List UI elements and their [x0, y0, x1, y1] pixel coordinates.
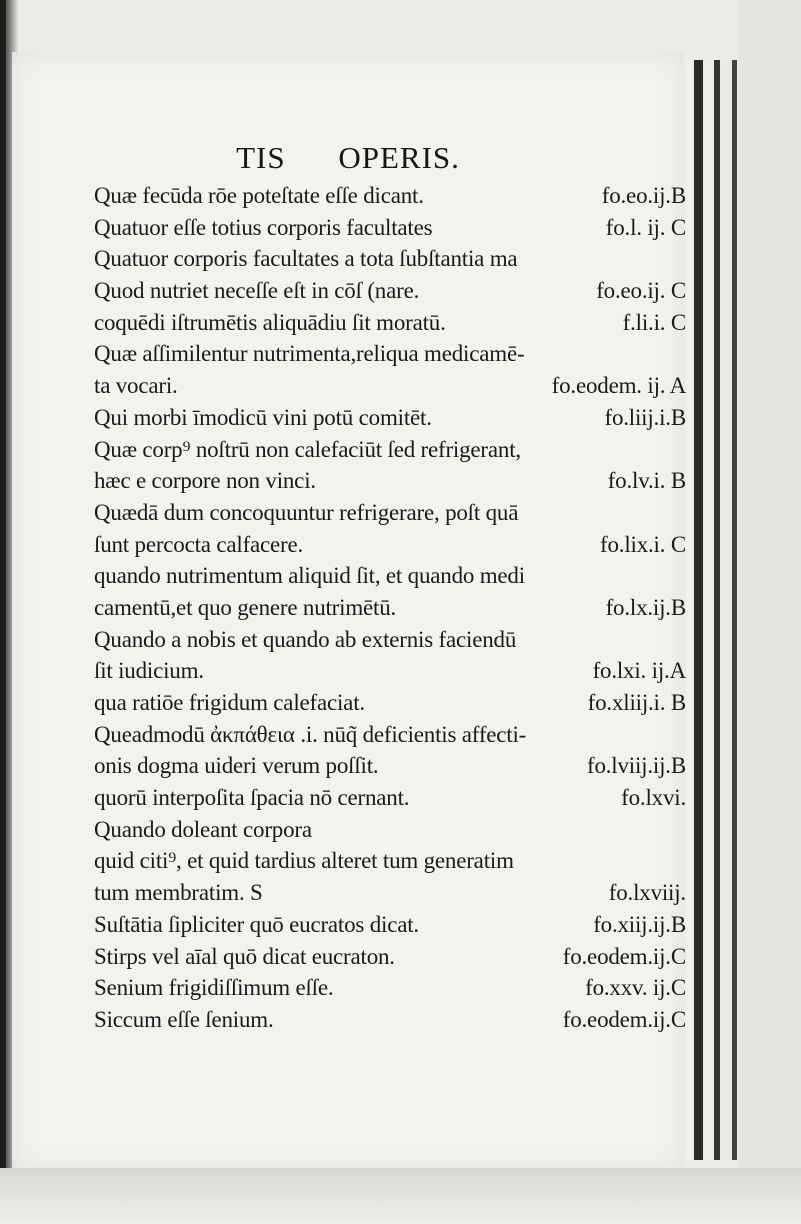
folio-reference: fo.lxvi.	[621, 785, 686, 811]
fore-edge-background	[739, 0, 801, 1224]
entry-text: Quæ fecūda rōe poteſtate eſſe dicant.	[94, 183, 424, 208]
folio-reference: fo.lviij.ij.B	[587, 753, 686, 779]
index-entry	[94, 529, 686, 561]
folio-reference: fo.lix.i. C	[600, 531, 686, 557]
entry-text: Queadmodū ἀκπάθεια .i. nūq̃ deficientis affecti-	[94, 721, 527, 747]
index-entry	[94, 972, 686, 1004]
index-entry	[94, 624, 686, 656]
entry-text: ſunt percocta calfacere.	[94, 531, 304, 557]
index-entry	[94, 592, 686, 624]
folio-reference: fo.eo.ij.B	[601, 183, 686, 208]
fore-edge-strip	[732, 60, 737, 1160]
index-entry	[94, 814, 686, 846]
heading-left: TIS	[236, 140, 286, 175]
index-entry	[94, 909, 686, 941]
folio-reference: fo.l. ij. C	[605, 214, 686, 240]
folio-reference: fo.xliij.i. B	[587, 690, 686, 715]
index-entry	[94, 338, 686, 370]
index-entry	[94, 845, 686, 877]
index-entry	[94, 782, 686, 814]
index-entry	[94, 434, 686, 466]
index-entry	[94, 180, 686, 212]
fore-edge-strip	[686, 60, 692, 1160]
running-heading	[12, 140, 684, 176]
entry-text: Siccum eſſe ſenium.	[94, 1006, 274, 1032]
fore-edge-strip	[714, 60, 720, 1160]
entry-text: onis dogma uideri verum poſſit.	[94, 753, 379, 779]
entry-text: Suſtātia ſipliciter quō eucratos dicat.	[94, 911, 419, 937]
index-entry	[94, 402, 686, 434]
index-entry	[94, 212, 686, 244]
folio-reference: fo.eodem.ij.C	[562, 1006, 686, 1032]
folio-reference: fo.eodem. ij. A	[551, 373, 686, 399]
index-entry	[94, 275, 686, 307]
entry-text: Quod nutriet neceſſe eſt in cōſ (nare.	[94, 278, 420, 304]
binding-edge	[0, 0, 6, 1224]
index-entry	[94, 497, 686, 529]
index-entry	[94, 307, 686, 339]
fore-edge-strip	[722, 60, 730, 1160]
index-entry	[94, 370, 686, 402]
fore-edge-strip	[694, 60, 703, 1160]
folio-reference: fo.xxv. ij.C	[585, 975, 686, 1001]
folio-reference: f.li.i. C	[622, 309, 686, 335]
index-entry	[94, 941, 686, 973]
entry-text: tum membratim. S	[94, 880, 263, 906]
index-entry	[94, 877, 686, 909]
entry-text: Quando doleant corpora	[94, 816, 312, 842]
entry-text: qua ratiōe frigidum calefaciat.	[94, 690, 365, 715]
folio-reference: fo.liij.i.B	[604, 404, 686, 430]
entry-text: Quatuor eſſe totius corporis facultates	[94, 214, 433, 240]
entry-text: ta vocari.	[94, 373, 178, 399]
index-entry	[94, 687, 686, 719]
entry-text: Quatuor corporis facultates a tota ſubſtantia ma	[94, 246, 518, 272]
index-entry	[94, 1004, 686, 1036]
entry-text: Quædā dum concoquuntur refrigerare, poſt quā	[94, 499, 519, 525]
fore-edge-strip	[705, 60, 712, 1160]
entry-text: Quæ aſſimilentur nutrimenta,reliqua medicamē-	[94, 341, 525, 367]
entry-text: Qui morbi īmodicū vini potū comitēt.	[94, 404, 432, 430]
index-entries	[94, 180, 686, 1036]
heading-right: OPERIS.	[338, 140, 460, 175]
page-leaf	[12, 52, 684, 1172]
index-entry	[94, 243, 686, 275]
folio-reference: fo.eo.ij. C	[596, 278, 686, 304]
index-entry	[94, 465, 686, 497]
index-entry	[94, 655, 686, 687]
folio-reference: fo.lv.i. B	[607, 468, 686, 494]
index-entry	[94, 560, 686, 592]
entry-text: quorū interpoſita ſpacia nō cernant.	[94, 785, 410, 811]
folio-reference: fo.lxi. ij.A	[592, 658, 686, 684]
folio-reference: fo.lx.ij.B	[605, 594, 686, 620]
entry-text: Quando a nobis et quando ab externis faciendū	[94, 626, 517, 652]
folio-reference: fo.eodem.ij.C	[562, 943, 686, 969]
index-entry	[94, 750, 686, 782]
entry-text: camentū,et quo genere nutrimētū.	[94, 594, 397, 620]
entry-text: Stirps vel aīal quō dicat eucraton.	[94, 943, 395, 969]
entry-text: hæc e corpore non vinci.	[94, 468, 316, 494]
entry-text: ſit iudicium.	[94, 658, 204, 684]
entry-text: quando nutrimentum aliquid ſit, et quando medi	[94, 563, 525, 589]
entry-text: Senium frigidiſſimum eſſe.	[94, 975, 334, 1001]
page-bottom-shadow	[0, 1168, 801, 1224]
entry-text: quid citi⁹, et quid tardius alteret tum generatim	[94, 848, 514, 874]
index-entry	[94, 719, 686, 751]
entry-text: coquēdi iſtrumētis aliquādiu ſit moratū.	[94, 309, 446, 335]
entry-text: Quæ corp⁹ noſtrū non calefaciūt ſed refrigerant,	[94, 436, 521, 462]
folio-reference: fo.xiij.ij.B	[593, 911, 686, 937]
folio-reference: fo.lxviij.	[608, 880, 686, 906]
